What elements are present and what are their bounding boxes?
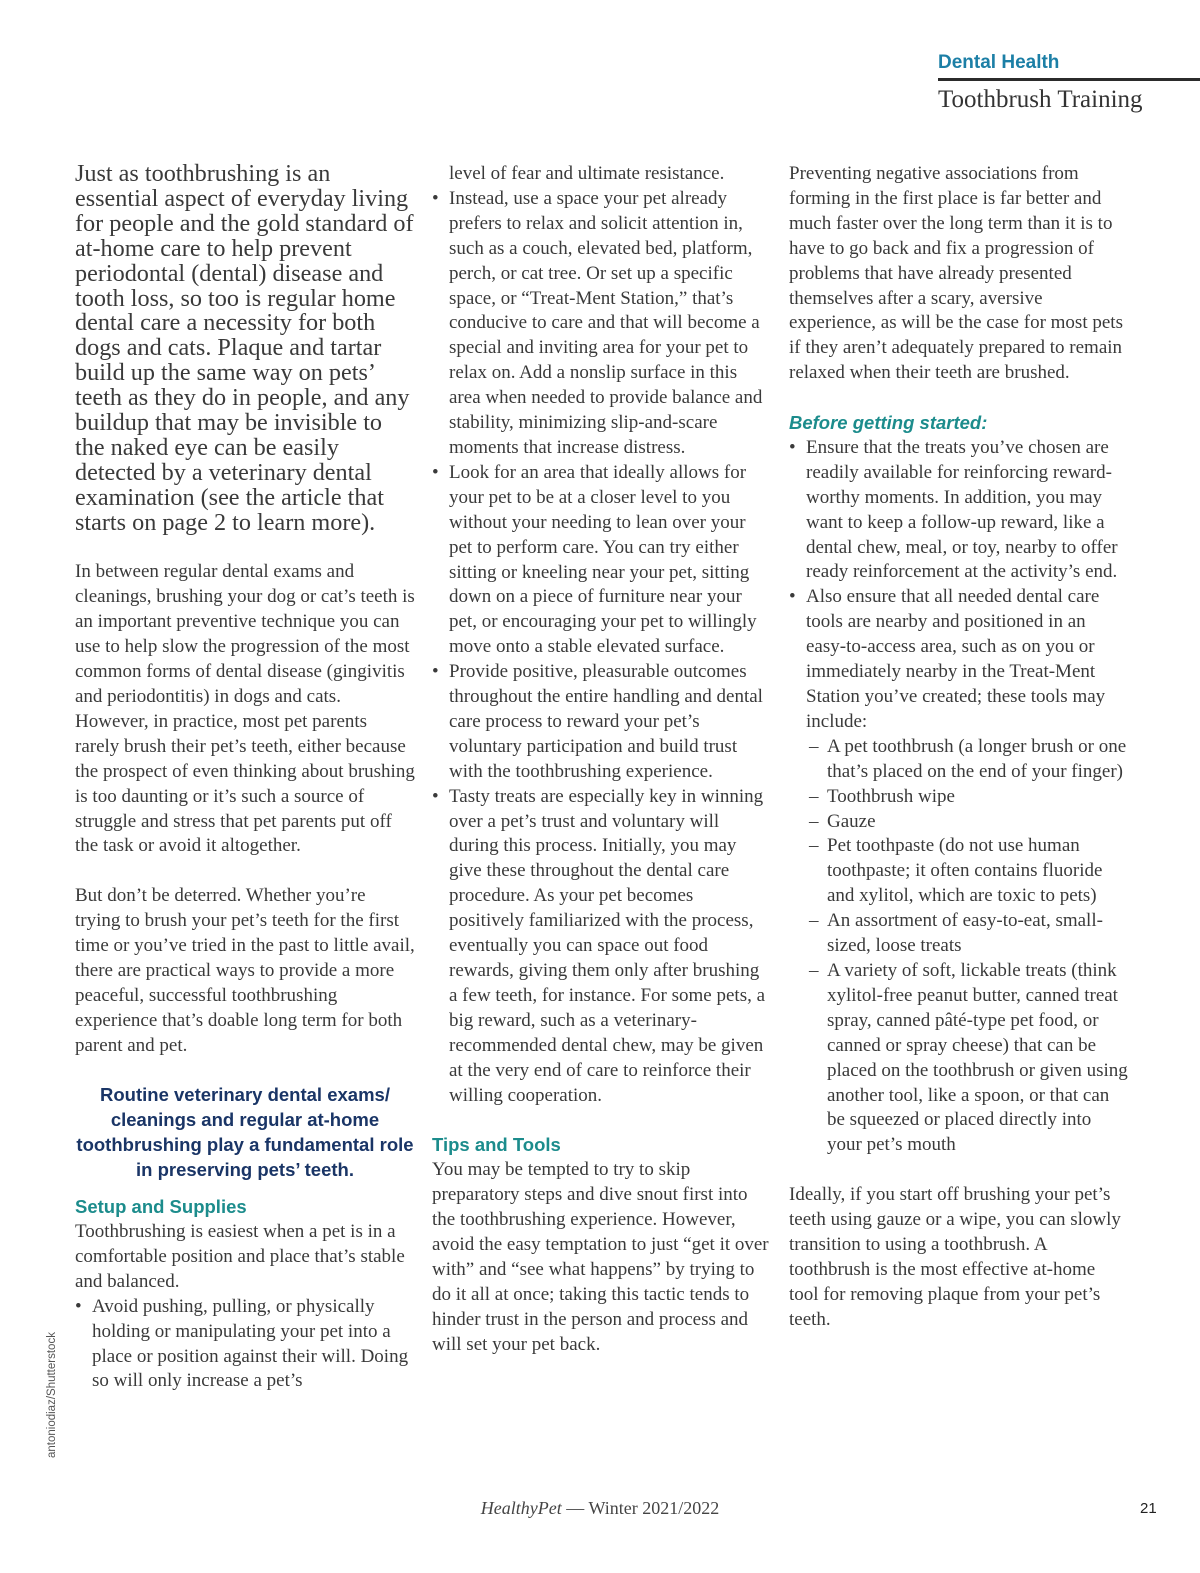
magazine-name: HealthyPet — [480, 1498, 562, 1518]
page-number: 21 — [1140, 1500, 1157, 1517]
setup-heading: Setup and Supplies — [75, 1196, 247, 1218]
bullet-item: • Look for an area that ideally allows for your pet to be at a closer level to you without your needing to lean over your pet to perform care. You can try either sitting or kneeling near your pet, sitting down on a piece of furniture near your pet, or encouraging your pet to willingly move onto a stable elevated surface. — [432, 461, 770, 660]
pull-quote: Routine veterinary dental exams/ cleanings and regular at-home toothbrushing play a fundamental role in preserving pets’ teeth. — [76, 1084, 414, 1181]
closing-paragraph: Ideally, if you start off brushing your pet’s teeth using gauze or a wipe, you can slowly transition to using a toothbrush. A toothbrush is the most effective at-home tool for removing plaque from your pet’s teeth. — [789, 1184, 1121, 1330]
body-paragraph: But don’t be deterred. Whether you’re trying to brush your pet’s teeth for the first time or you’ve tried in the past to little avail, there are practical ways to provide a more peaceful, successful toothbrushing experience that’s doable long term for both parent and pet. — [75, 885, 415, 1056]
before-bullets — [789, 436, 1129, 1158]
tool-item: – Pet toothpaste (do not use human toothpaste; it often contains fluoride and xylitol, which are toxic to pets) — [806, 834, 1129, 909]
before-heading: Before getting started: — [789, 412, 988, 434]
setup-bullets-continued — [432, 162, 770, 1108]
column-3 — [789, 162, 1129, 1333]
setup-paragraph: Toothbrushing is easiest when a pet is in a comfortable position and place that’s stable and balanced. — [75, 1221, 405, 1292]
tools-list — [806, 735, 1129, 1158]
section-subtitle: Toothbrush Training — [938, 86, 1143, 113]
tool-item: – A variety of soft, lickable treats (think xylitol-free peanut butter, canned treat spray, canned pâté-type pet food, or canned or spray cheese) that can be placed on the toothbrush or given using another tool, like a spoon, or that can be squeezed or placed directly into your pet’s mouth — [806, 959, 1129, 1158]
tips-heading: Tips and Tools — [432, 1134, 561, 1156]
bullet-continued: level of fear and ultimate resistance. — [449, 163, 725, 184]
bullet-text: Also ensure that all needed dental care tools are nearby and positioned in an easy-to-access area, such as on you or immediately nearby in the Treat-Ment Station you’ve created; these tools may include: — [806, 586, 1106, 732]
bullet-item: • Instead, use a space your pet already prefers to relax and solicit attention in, such as a couch, elevated bed, platform, perch, or cat tree. Or set up a specific space, or “Treat-Ment Station,” that’s conducive to care and that will become a special and inviting area for your pet to relax on. Add a nonslip surface in this area when needed to provide balance and stability, minimizing slip-and-scare moments that increase distress. — [432, 187, 770, 461]
bullet-item: • Ensure that the treats you’ve chosen are readily available for reinforcing reward-worthy moments. In addition, you may want to keep a follow-up reward, like a dental chew, meal, or toy, nearby to offer ready reinforcement at the activity’s end. — [789, 436, 1129, 585]
tips-paragraph: You may be tempted to try to skip preparatory steps and dive snout first into the toothbrushing experience. However, avoid the easy temptation to just “get it over with” and “see what happens” by trying to do it all at once; taking this tactic tends to hinder trust in the person and process and will set your pet back. — [432, 1159, 769, 1355]
tool-item: – Gauze — [806, 810, 1129, 835]
bullet-item — [789, 585, 1129, 1158]
column-2 — [432, 162, 770, 1357]
body-paragraph: In between regular dental exams and cleanings, brushing your dog or cat’s teeth is an important preventive technique you can use to help slow the progression of the most common forms of dental disease (gingivitis and periodontitis) in dogs and cats. However, in practice, most pet parents rarely brush their pet’s teeth, either because the prospect of even thinking about brushing is too daunting or it’s such a source of struggle and stress that pet parents put off the task or avoid it altogether. — [75, 561, 415, 857]
footer — [0, 1498, 1200, 1519]
photo-credit: antoniodiaz/Shutterstock — [46, 1332, 58, 1458]
bullet-item: • Provide positive, pleasurable outcomes throughout the entire handling and dental care process to reward your pet’s voluntary participation and build trust with the toothbrushing experience. — [432, 660, 770, 785]
setup-bullets — [75, 1295, 415, 1395]
tool-item: – An assortment of easy-to-eat, small-sized, loose treats — [806, 909, 1129, 959]
issue-label: — Winter 2021/2022 — [561, 1498, 720, 1518]
tool-item: – Toothbrush wipe — [806, 785, 1129, 810]
bullet-item: • Avoid pushing, pulling, or physically holding or manipulating your pet into a place or position against their will. Doing so will only increase a pet’s — [75, 1295, 415, 1395]
tool-item: – A pet toothbrush (a longer brush or one that’s placed on the end of your finger) — [806, 735, 1129, 785]
intro-paragraph: Just as toothbrushing is an essential aspect of everyday living for people and the gold standard of at-home care to help prevent periodontal (dental) disease and tooth loss, so too is regular home dental care a necessity for both dogs and cats. Plaque and tartar build up the same way on pets’ teeth as they do in people, and any buildup that may be invisible to the naked eye can be easily detected by a veterinary dental examination (see the article that starts on page 2 to learn more). — [75, 160, 414, 536]
section-label: Dental Health — [938, 52, 1060, 73]
bullet-item: • Tasty treats are especially key in winning over a pet’s trust and voluntary will during this process. Initially, you may give these throughout the dental care procedure. As your pet becomes positively familiarized with the process, eventually you can space out food rewards, giving them only after brushing a few teeth, for instance. For some pets, a big reward, such as a veterinary-recommended dental chew, may be given at the very end of care to reinforce their willing cooperation. — [432, 785, 770, 1109]
body-paragraph: Preventing negative associations from forming in the first place is far better and much faster over the long term than it is to have to go back and fix a progression of problems that have already presented themselves after a scary, aversive experience, as will be the case for most pets if they aren’t adequately prepared to remain relaxed when their teeth are brushed. — [789, 163, 1123, 384]
header-rule — [938, 78, 1200, 81]
column-1 — [75, 162, 415, 1394]
